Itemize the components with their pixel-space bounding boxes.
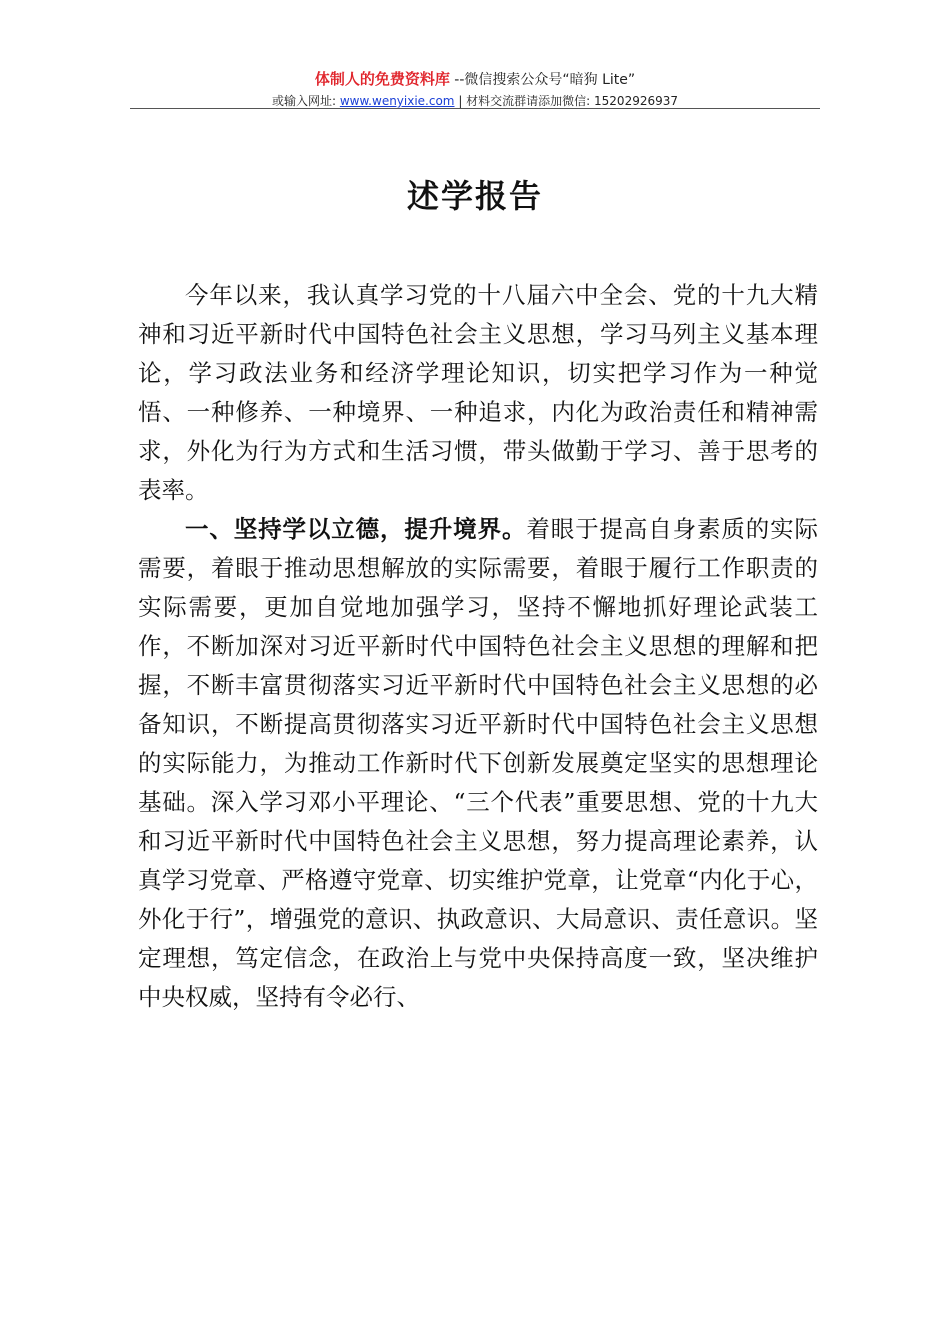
header-contact-text: | 材料交流群请添加微信: 15202926937 xyxy=(454,94,679,108)
header-divider xyxy=(130,108,820,109)
header-url-link[interactable]: www.wenyixie.com xyxy=(339,94,455,108)
page-header xyxy=(130,70,820,109)
header-brand: 体制人的免费资料库 xyxy=(314,70,450,88)
header-wechat-text: --微信搜索公众号“暗狗 Lite” xyxy=(449,72,636,88)
header-line-2 xyxy=(130,93,820,109)
section-1-paragraph xyxy=(138,510,818,1017)
header-line-1 xyxy=(130,70,820,89)
section-1-body: 着眼于提高自身素质的实际需要，着眼于推动思想解放的实际需要，着眼于履行工作职责的实际需要，更加自觉地加强学习，坚持不懈地抓好理论武装工作，不断加深对习近平新时代中国特色社会主义思想的理解和把握，不断丰富贯彻落实习近平新时代中国特色社会主义思想的必备知识，不断提高贯彻落实习近平新时代中国特色社会主义思想的实际能力，为推动工作新时代下创新发展奠定坚实的思想理论基础。深入学习邓小平理论、“三个代表”重要思想、党的十九大和习近平新时代中国特色社会主义思想，努力提高理论素养，认真学习党章、严格遵守党章、切实维护党章，让党章“内化于心，外化于行”，增强党的意识、执政意识、大局意识、责任意识。坚定理想，笃定信念，在政治上与党中央保持高度一致，坚决维护中央权威，坚持有令必行、 xyxy=(138,515,819,1011)
intro-paragraph: 今年以来，我认真学习党的十八届六中全会、党的十九大精神和习近平新时代中国特色社会主义思想，学习马列主义基本理论，学习政法业务和经济学理论知识，切实把学习作为一种觉悟、一种修养、一种境界、一种追求，内化为政治责任和精神需求，外化为行为方式和生活习惯，带头做勤于学习、善于思考的表率。 xyxy=(138,281,818,504)
document-body xyxy=(138,276,818,1017)
document-title: 述学报告 xyxy=(406,177,543,215)
header-url-prefix: 或输入网址: xyxy=(271,94,340,108)
section-1-heading: 一、坚持学以立德，提升境界。 xyxy=(185,515,527,543)
